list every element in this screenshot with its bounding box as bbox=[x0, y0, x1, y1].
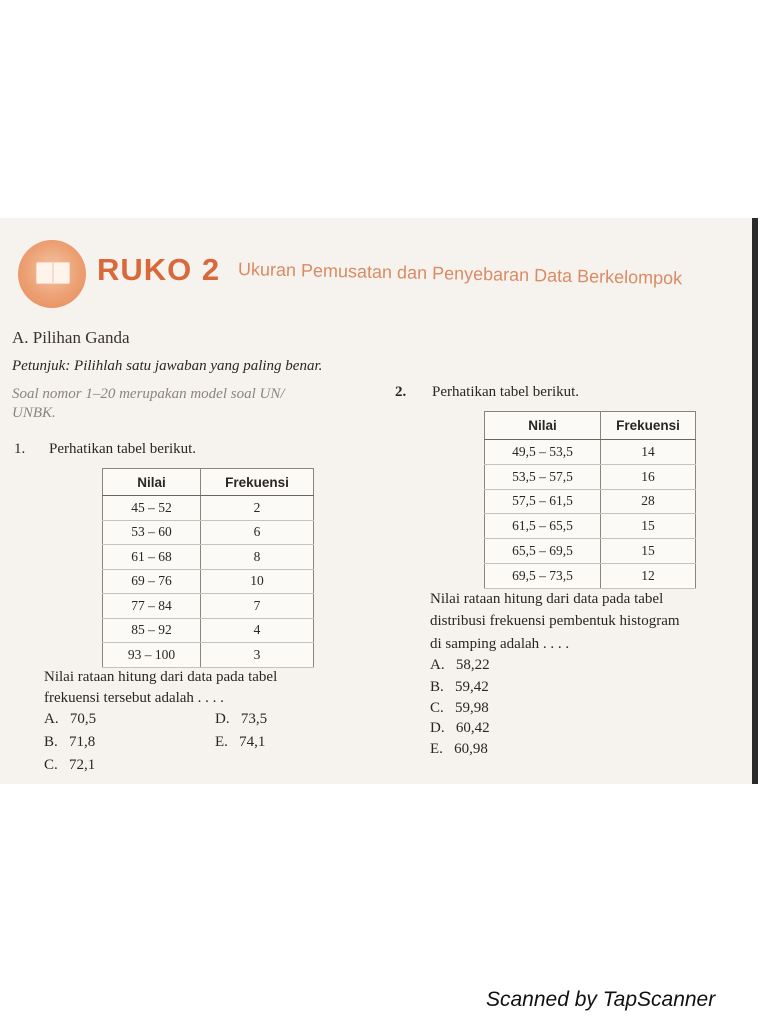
q2-cell-frekuensi: 28 bbox=[601, 489, 696, 514]
scanner-watermark: Scanned by TapScanner bbox=[486, 988, 716, 1011]
instruction-text: Petunjuk: Pilihlah satu jawaban yang paling benar. bbox=[12, 358, 323, 374]
table-row bbox=[103, 496, 314, 521]
q1-cell-nilai: 85 – 92 bbox=[103, 618, 201, 643]
q2-option-c[interactable]: C. 59,98 bbox=[430, 700, 489, 716]
q1-option-e[interactable]: E. 74,1 bbox=[215, 734, 266, 750]
table-row bbox=[103, 643, 314, 668]
q2-option-b[interactable]: B. 59,42 bbox=[430, 679, 489, 695]
q1-cell-frekuensi: 3 bbox=[201, 643, 314, 668]
q1-cell-frekuensi: 7 bbox=[201, 594, 314, 619]
q2-question-line-1: Nilai rataan hitung dari data pada tabel bbox=[430, 591, 664, 607]
q1-cell-nilai: 53 – 60 bbox=[103, 520, 201, 545]
q2-cell-frekuensi: 12 bbox=[601, 563, 696, 588]
table-row bbox=[485, 440, 696, 465]
chapter-subtitle: Ukuran Pemusatan dan Penyebaran Data Berkelompok bbox=[237, 259, 683, 289]
q1-option-c[interactable]: C. 72,1 bbox=[44, 757, 96, 773]
q1-cell-frekuensi: 8 bbox=[201, 545, 314, 570]
q2-option-e[interactable]: E. 60,98 bbox=[430, 741, 488, 757]
q2-cell-nilai: 61,5 – 65,5 bbox=[485, 514, 601, 539]
q1-option-d[interactable]: D. 73,5 bbox=[215, 711, 268, 727]
q2-frequency-table bbox=[484, 411, 696, 589]
q1-cell-nilai: 69 – 76 bbox=[103, 569, 201, 594]
q2-cell-frekuensi: 16 bbox=[601, 464, 696, 489]
q1-header-frekuensi: Frekuensi bbox=[201, 469, 314, 496]
q2-cell-nilai: 65,5 – 69,5 bbox=[485, 539, 601, 564]
q2-cell-nilai: 57,5 – 61,5 bbox=[485, 489, 601, 514]
note-line-2: UNBK. bbox=[12, 405, 56, 421]
q1-option-b[interactable]: B. 71,8 bbox=[44, 734, 96, 750]
table-row bbox=[485, 514, 696, 539]
q2-header-frekuensi: Frekuensi bbox=[601, 412, 696, 440]
table-row bbox=[103, 569, 314, 594]
table-row bbox=[103, 594, 314, 619]
q1-cell-nilai: 61 – 68 bbox=[103, 545, 201, 570]
section-title: A. Pilihan Ganda bbox=[12, 328, 130, 347]
q1-cell-frekuensi: 4 bbox=[201, 618, 314, 643]
q1-cell-nilai: 77 – 84 bbox=[103, 594, 201, 619]
q1-cell-frekuensi: 2 bbox=[201, 496, 314, 521]
q2-option-d[interactable]: D. 60,42 bbox=[430, 720, 490, 736]
q1-cell-nilai: 45 – 52 bbox=[103, 496, 201, 521]
q2-question-line-3: di samping adalah . . . . bbox=[430, 636, 570, 652]
q2-number: 2. bbox=[395, 384, 407, 400]
q2-cell-nilai: 49,5 – 53,5 bbox=[485, 440, 601, 465]
q1-question-line-2: frekuensi tersebut adalah . . . . bbox=[44, 690, 224, 706]
q2-cell-frekuensi: 15 bbox=[601, 514, 696, 539]
open-book-icon bbox=[36, 262, 70, 284]
table-row bbox=[485, 489, 696, 514]
q2-question-line-2: distribusi frekuensi pembentuk histogram bbox=[430, 613, 680, 629]
q2-stem: Perhatikan tabel berikut. bbox=[432, 384, 580, 400]
ruko-title: RUKO 2 bbox=[97, 252, 221, 287]
q2-cell-nilai: 53,5 – 57,5 bbox=[485, 464, 601, 489]
q2-option-a[interactable]: A. 58,22 bbox=[430, 657, 490, 673]
table-row bbox=[485, 464, 696, 489]
table-row bbox=[485, 563, 696, 588]
table-row bbox=[103, 618, 314, 643]
table-row bbox=[103, 545, 314, 570]
note-line-1: Soal nomor 1–20 merupakan model soal UN/ bbox=[12, 386, 285, 402]
q1-cell-frekuensi: 6 bbox=[201, 520, 314, 545]
q2-cell-frekuensi: 15 bbox=[601, 539, 696, 564]
q1-cell-nilai: 93 – 100 bbox=[103, 643, 201, 668]
page-edge-shadow bbox=[752, 218, 758, 784]
q2-cell-nilai: 69,5 – 73,5 bbox=[485, 563, 601, 588]
q1-header-nilai: Nilai bbox=[103, 469, 201, 496]
q1-frequency-table bbox=[102, 468, 314, 668]
table-row bbox=[485, 539, 696, 564]
q2-header-nilai: Nilai bbox=[485, 412, 601, 440]
q1-number: 1. bbox=[14, 441, 26, 457]
table-row bbox=[103, 520, 314, 545]
q2-cell-frekuensi: 14 bbox=[601, 440, 696, 465]
q1-question-line-1: Nilai rataan hitung dari data pada tabel bbox=[44, 669, 278, 685]
q1-cell-frekuensi: 10 bbox=[201, 569, 314, 594]
q1-option-a[interactable]: A. 70,5 bbox=[44, 711, 97, 727]
q1-stem: Perhatikan tabel berikut. bbox=[49, 441, 197, 457]
